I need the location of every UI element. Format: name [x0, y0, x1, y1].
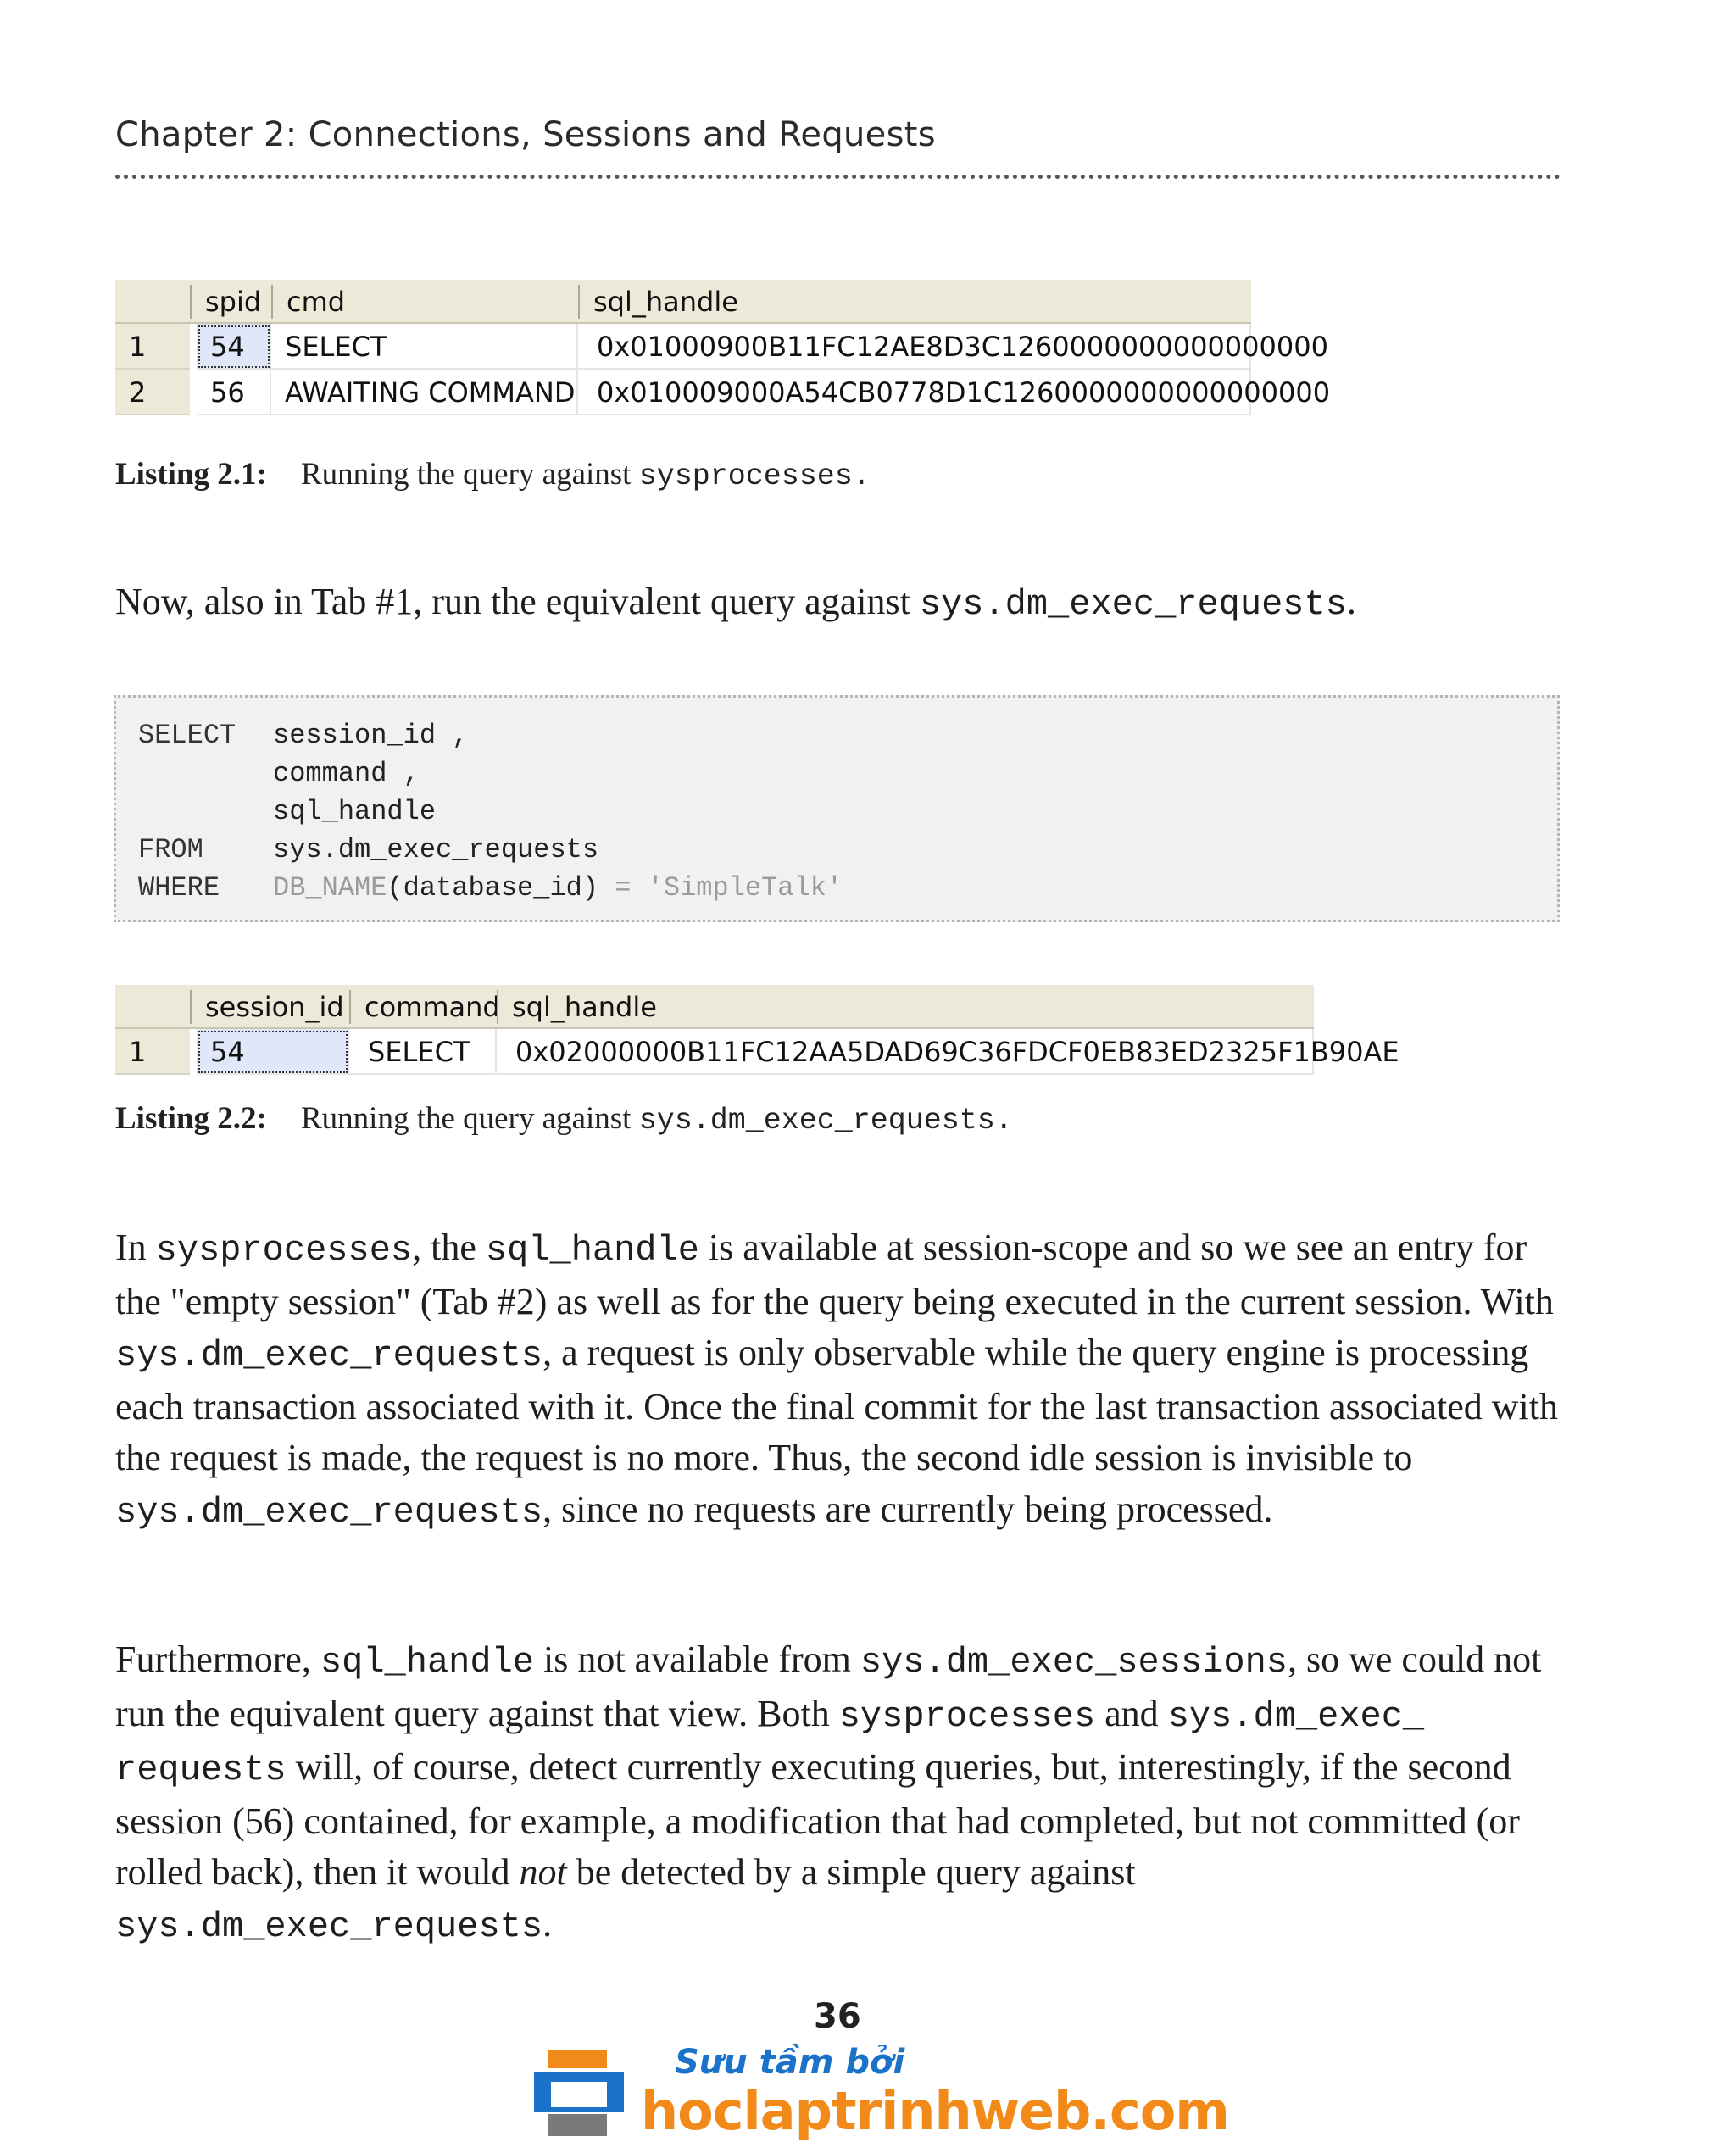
code-keyword: FROM [138, 834, 203, 865]
grid-header [115, 985, 1314, 1029]
cell-spid[interactable]: 56 [197, 370, 271, 415]
results-grid-dm-exec-requests [115, 985, 1399, 1077]
chapter-title: Chapter 2: Connections, Sessions and Requests [115, 115, 936, 154]
paragraph-text: Now, also in Tab #1, run the equivalent query against [115, 581, 920, 622]
paragraph-text: will, of course, detect currently executing queries, but, interestingly, if the second session (56) contained, for example, a modification that had completed, but not committed (or rolled back), then it would [115, 1746, 1520, 1893]
watermark-logo [532, 2043, 1229, 2142]
paragraph-text: and [1095, 1692, 1168, 1734]
listing-text: Running the query against [301, 1101, 639, 1136]
column-header-cmd[interactable]: cmd [271, 285, 578, 319]
paragraph-text: , a request is only observable while the query engine is processing each transaction associated with it. Once the final commit for the last transaction associated with the request is made, the request is no more. Thus, the second idle session is invisible to [115, 1332, 1558, 1478]
listing-code: sys.dm_exec_requests. [638, 1104, 1013, 1138]
listing-label: Listing 2.1: [115, 457, 267, 492]
grid-header [115, 280, 1251, 324]
table-row[interactable] [115, 324, 1328, 370]
listing-label: Listing 2.2: [115, 1101, 267, 1136]
paragraph-text: , so we could not run the equivalent query against that view. Both [115, 1638, 1542, 1734]
listing-caption [115, 456, 871, 493]
column-header-sql-handle[interactable]: sql_handle [497, 990, 1314, 1024]
cell-session-id[interactable]: 54 [197, 1029, 349, 1075]
inline-code: sql_handle [320, 1642, 534, 1683]
code-operator: = [598, 872, 648, 904]
paragraph [115, 1634, 1573, 1952]
inline-code: requests [115, 1750, 287, 1790]
cell-sql-handle[interactable]: 0x02000000B11FC12AA5DAD69C36FDCF0EB83ED2325F1B90AE [497, 1029, 1314, 1075]
inline-code: sys.dm_exec_requests [115, 1906, 543, 1947]
header-divider [115, 175, 1561, 179]
code-text: session_id , [273, 720, 469, 751]
watermark-site: hoclaptrinhweb.com [641, 2080, 1229, 2142]
code-text: sys.dm_exec_requests [273, 834, 599, 865]
inline-code: sys.dm_exec_requests [115, 1335, 543, 1376]
emphasis: not [519, 1851, 567, 1893]
cell-spid[interactable]: 54 [197, 324, 271, 370]
code-keyword: SELECT [138, 720, 236, 751]
row-number: 1 [115, 324, 190, 370]
paragraph-text: . [542, 1902, 553, 1944]
code-where-clause [273, 869, 843, 907]
inline-code: sys.dm_exec_ [1167, 1695, 1425, 1737]
column-header-session-id[interactable]: session_id [190, 990, 349, 1024]
column-header-spid[interactable]: spid [190, 285, 271, 319]
inline-code: sys.dm_exec_sessions [860, 1642, 1288, 1683]
cell-sql-handle[interactable]: 0x01000900B11FC12AE8D3C1260000000000000000 [578, 324, 1251, 370]
code-string: 'SimpleTalk' [647, 872, 843, 904]
paragraph-text: , since no requests are currently being processed. [542, 1488, 1273, 1530]
paragraph [115, 576, 1573, 631]
inline-code: sys.dm_exec_requests [919, 584, 1347, 625]
paragraph-text: is available at session-scope and so we see an entry for the "empty session" (Tab #2) as well as for the query being executed in the current session. With [115, 1227, 1554, 1322]
column-header-command[interactable]: command [349, 990, 497, 1024]
inline-code: sysprocesses [155, 1230, 413, 1271]
paragraph-text: , the [412, 1227, 486, 1268]
cell-sql-handle[interactable]: 0x010009000A54CB0778D1C1260000000000000000 [578, 370, 1251, 415]
code-text: command , [273, 758, 420, 789]
table-row[interactable] [115, 1029, 1399, 1075]
code-function: DB_NAME [273, 872, 387, 904]
paragraph-text: be detected by a simple query against [566, 1851, 1136, 1893]
listing-text: Running the query against [301, 457, 639, 492]
cell-cmd[interactable]: AWAITING COMMAND [271, 370, 578, 415]
paragraph-text: In [115, 1227, 156, 1268]
cell-cmd[interactable]: SELECT [271, 324, 578, 370]
cell-command[interactable]: SELECT [349, 1029, 497, 1075]
inline-code: sysprocesses [838, 1695, 1096, 1737]
listing-caption [115, 1100, 1013, 1138]
paragraph-text: Furthermore, [115, 1638, 320, 1680]
printer-logo-icon [532, 2043, 626, 2141]
paragraph-text: . [1346, 581, 1356, 622]
listing-code: sysprocesses. [638, 459, 871, 493]
inline-code: sql_handle [485, 1230, 699, 1271]
row-number: 1 [115, 1029, 190, 1075]
paragraph [115, 1222, 1573, 1538]
page-number: 36 [814, 1997, 861, 2036]
column-header-sql-handle[interactable]: sql_handle [578, 285, 1251, 319]
table-row[interactable] [115, 370, 1331, 415]
code-text: (database_id) [387, 872, 599, 904]
inline-code: sys.dm_exec_requests [115, 1491, 543, 1533]
watermark-tagline: Sưu tầm bởi [675, 2043, 905, 2082]
results-grid-sysprocesses [115, 280, 1331, 417]
code-text: sql_handle [273, 796, 437, 827]
code-block [114, 695, 1560, 922]
code-keyword: WHERE [138, 872, 220, 904]
row-number: 2 [115, 370, 190, 415]
paragraph-text: is not available from [533, 1638, 860, 1680]
